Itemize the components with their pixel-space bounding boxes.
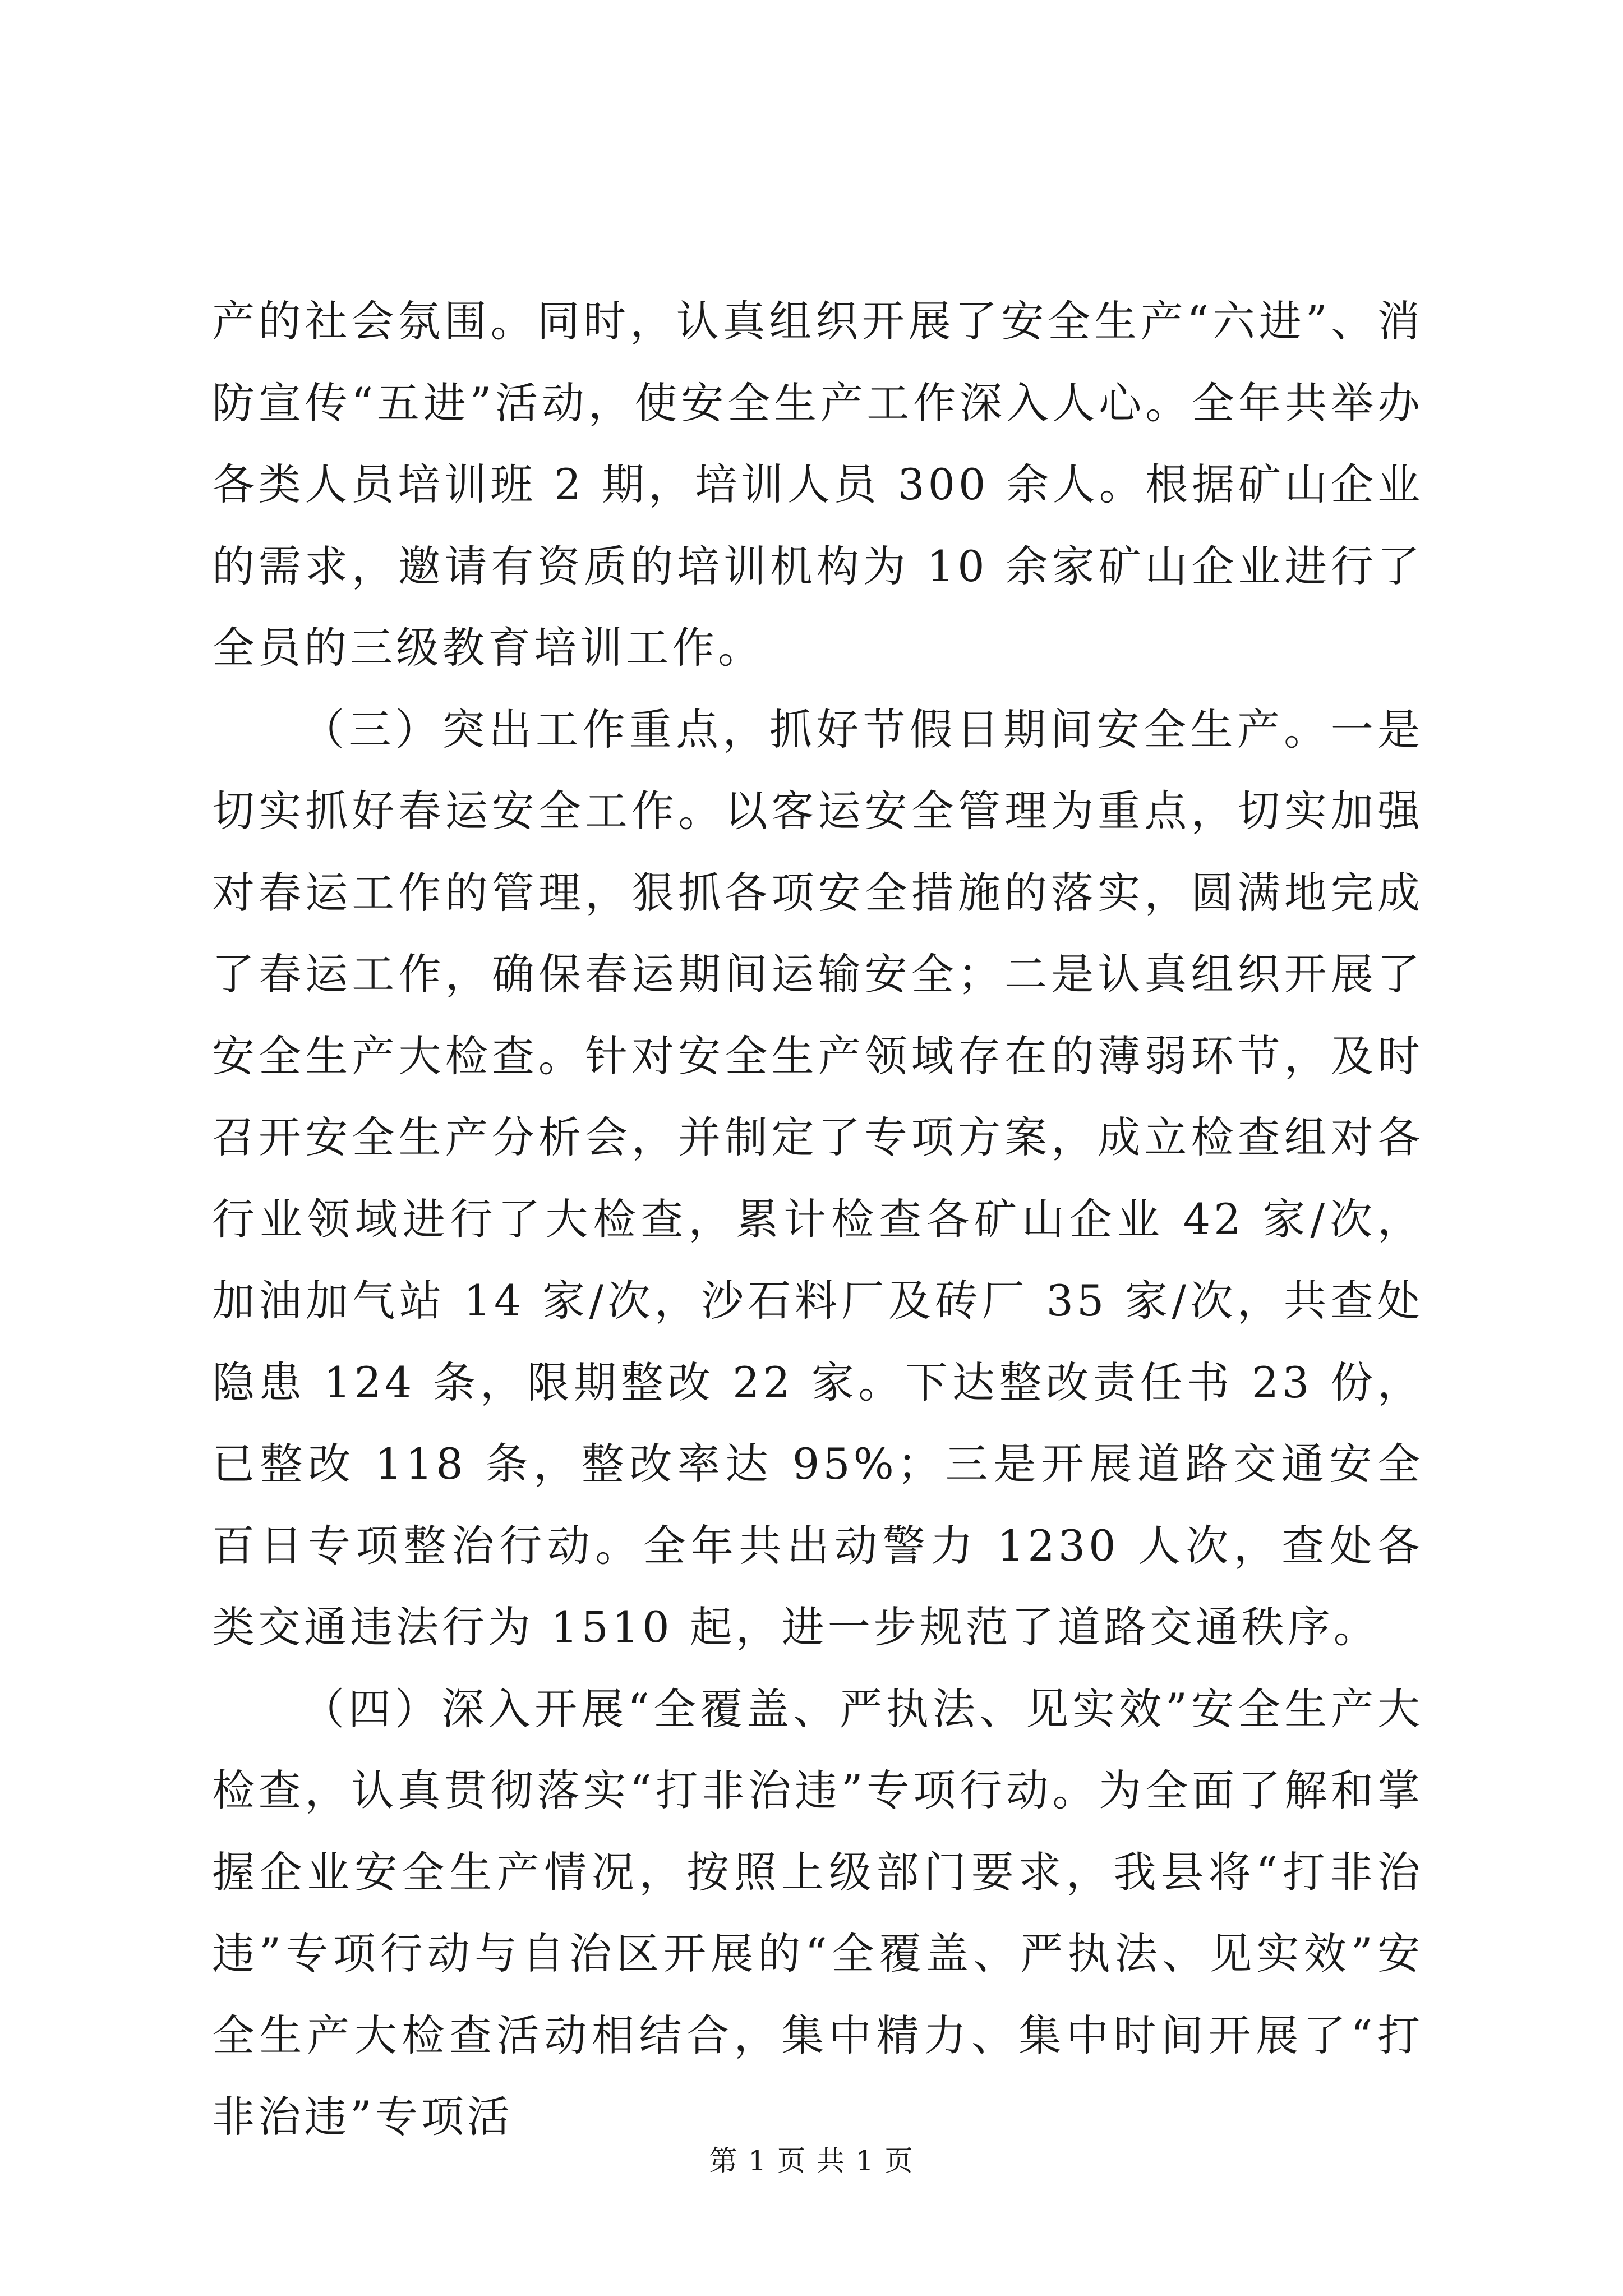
paragraph-section-3: （三）突出工作重点，抓好节假日期间安全生产。一是切实抓好春运安全工作。以客运安全管理为重点，切实加强对春运工作的管理，狠抓各项安全措施的落实，圆满地完成了春运工作，确保春运期间运输安全；二是认真组织开展了安全生产大检查。针对安全生产领域存在的薄弱环节，及时召开安全生产分析会，并制定了专项方案，成立检查组对各行业领域进行了大检查，累计检查各矿山企业 42 家/次，加油加气站 14 家/次，沙石料厂及砖厂 35 家/次，共查处隐患 124 条，限期整改 22 家。下达整改责任书 23 份，已整改 118 条，整改率达 95%；三是开展道路交通安全百日专项整治行动。全年共出动警力 1230 人次，查处各类交通违法行为 1510 起，进一步规范了道路交通秩序。 bbox=[212, 704, 1423, 1652]
paragraph-section-4: （四）深入开展“全覆盖、严执法、见实效”安全生产大检查，认真贯彻落实“打非治违”专项行动。为全面了解和掌握企业安全生产情况，按照上级部门要求，我县将“打非治违”专项行动与自治区开展的“全覆盖、严执法、见实效”安全生产大检查活动相结合，集中精力、集中时间开展了“打非治违”专项活 bbox=[212, 1683, 1423, 2142]
paragraph-continuation: 产的社会氛围。同时，认真组织开展了安全生产“六进”、消防宣传“五进”活动，使安全生产工作深入人心。全年共举办各类人员培训班 2 期，培训人员 300 余人。根据矿山企业的需求，邀请有资质的培训机构为 10 余家矿山企业进行了全员的三级教育培训工作。 bbox=[212, 296, 1423, 673]
document-body bbox=[212, 280, 1423, 2158]
page-footer: 第 1 页 共 1 页 bbox=[709, 2145, 914, 2177]
